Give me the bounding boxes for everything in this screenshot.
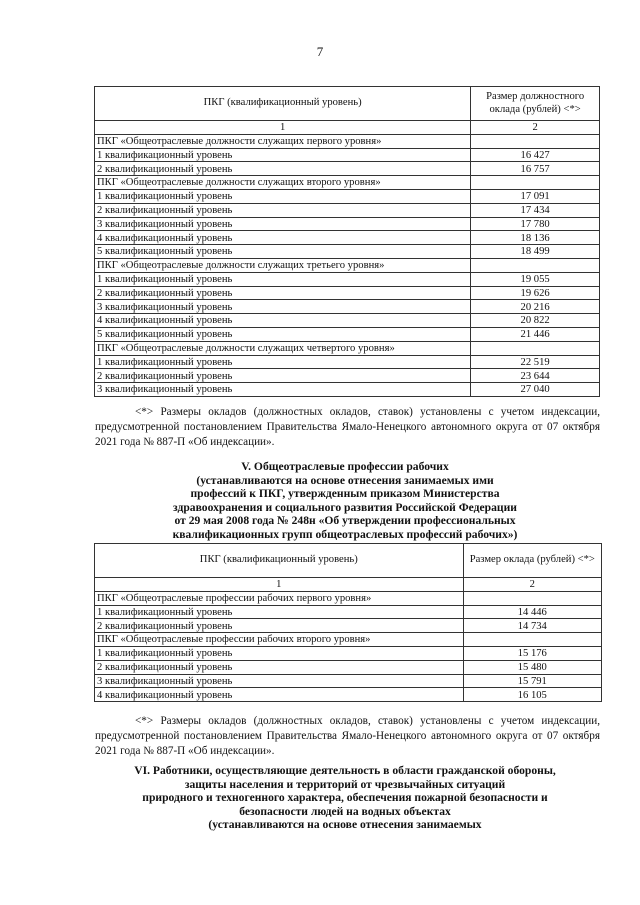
salary-value: 27 040 [471,383,600,397]
pkg-group-label: ПКГ «Общеотраслевые должности служащих второго уровня» [95,176,471,190]
qualification-level-label: 1 квалификационный уровень [95,272,471,286]
qualification-level-label: 2 квалификационный уровень [95,203,471,217]
pkg-group-row [95,134,600,148]
footnote-marker: <*> [135,715,154,727]
qualification-level-row [95,646,602,660]
section-vi-heading [90,764,600,832]
qualification-level-row [95,286,600,300]
salary-value: 17 434 [471,203,600,217]
pkg-group-row [95,176,600,190]
header-salary-size: Размер оклада (рублей) <*> [463,544,601,578]
table-index-row [95,578,602,592]
qualification-level-label: 2 квалификационный уровень [95,369,471,383]
qualification-level-label: 1 квалификационный уровень [95,605,464,619]
salary-value: 20 216 [471,300,600,314]
pkg-group-label: ПКГ «Общеотраслевые должности служащих третьего уровня» [95,258,471,272]
heading-line: квалификационных групп общеотраслевых профессий рабочих») [172,527,518,541]
salary-value [471,341,600,355]
qualification-level-label: 5 квалификационный уровень [95,327,471,341]
column-index-1: 1 [95,121,471,135]
qualification-level-label: 5 квалификационный уровень [95,245,471,259]
qualification-level-label: 3 квалификационный уровень [95,300,471,314]
pkg-group-label: ПКГ «Общеотраслевые профессии рабочих первого уровня» [95,591,464,605]
salary-value [463,633,601,647]
footnote-marker: <*> [135,406,154,418]
heading-line: безопасности людей на водных объектах [239,804,451,818]
qualification-level-row [95,660,602,674]
heading-line: VI. Работники, осуществляющие деятельность в области гражданской обороны, [134,764,556,777]
section-v-heading [90,460,600,542]
salary-value [471,176,600,190]
pkg-group-label: ПКГ «Общеотраслевые должности служащих первого уровня» [95,134,471,148]
pkg-group-row [95,341,600,355]
heading-line: от 29 мая 2008 года № 248н «Об утверждении профессиональных [174,514,516,528]
qualification-level-label: 4 квалификационный уровень [95,314,471,328]
salary-value: 15 176 [463,646,601,660]
pkg-group-label: ПКГ «Общеотраслевые профессии рабочих второго уровня» [95,633,464,647]
salary-value: 19 055 [471,272,600,286]
heading-line: здравоохранения и социального развития Российской Федерации [173,500,517,514]
qualification-level-label: 3 квалификационный уровень [95,383,471,397]
qualification-level-label: 1 квалификационный уровень [95,355,471,369]
header-qualification-level: ПКГ (квалификационный уровень) [95,544,464,578]
footnote-indexation-1 [95,405,600,450]
qualification-level-row [95,245,600,259]
qualification-level-label: 4 квалификационный уровень [95,688,464,702]
qualification-level-row [95,162,600,176]
salary-value: 23 644 [471,369,600,383]
footnote-text: Размеры окладов (должностных окладов, ставок) установлены с учетом индексации, предусмотренной постановлением Правительства Ямало-Ненецкого автономного округа от 07 октября 2021 года № 887-П «Об индексации». [95,715,601,757]
footnote-text: Размеры окладов (должностных окладов, ставок) установлены с учетом индексации, предусмотренной постановлением Правительства Ямало-Ненецкого автономного округа от 07 октября 2021 года № 887-П «Об индексации». [95,406,601,448]
salary-table-employees [94,86,600,397]
pkg-group-label: ПКГ «Общеотраслевые должности служащих четвертого уровня» [95,341,471,355]
salary-value: 18 499 [471,245,600,259]
qualification-level-label: 1 квалификационный уровень [95,148,471,162]
salary-value: 15 791 [463,674,601,688]
qualification-level-label: 1 квалификационный уровень [95,189,471,203]
salary-value: 14 734 [463,619,601,633]
qualification-level-row [95,148,600,162]
heading-line: (устанавливаются на основе отнесения занимаемых [208,818,482,832]
salary-value: 16 105 [463,688,601,702]
column-index-1: 1 [95,578,464,592]
pkg-group-row [95,633,602,647]
heading-line: защиты населения и территорий от чрезвычайных ситуаций [184,777,506,791]
qualification-level-label: 3 квалификационный уровень [95,217,471,231]
qualification-level-row [95,217,600,231]
qualification-level-row [95,300,600,314]
heading-line: (устанавливаются на основе отнесения занимаемых ими [196,473,494,487]
qualification-level-label: 4 квалификационный уровень [95,231,471,245]
column-index-2: 2 [471,121,600,135]
salary-table-workers [94,543,602,702]
qualification-level-row [95,605,602,619]
heading-line: профессий к ПКГ, утвержденным приказом Министерства [190,487,500,501]
qualification-level-label: 2 квалификационный уровень [95,162,471,176]
pkg-group-row [95,258,600,272]
heading-line: природного и техногенного характера, обеспечения пожарной безопасности и [142,791,548,805]
salary-value: 22 519 [471,355,600,369]
salary-value: 15 480 [463,660,601,674]
qualification-level-row [95,327,600,341]
column-index-2: 2 [463,578,601,592]
table-header-row [95,544,602,578]
header-qualification-level: ПКГ (квалификационный уровень) [95,87,471,121]
qualification-level-label: 2 квалификационный уровень [95,660,464,674]
salary-value [471,134,600,148]
salary-value: 20 822 [471,314,600,328]
table-header-row [95,87,600,121]
qualification-level-row [95,203,600,217]
qualification-level-label: 1 квалификационный уровень [95,646,464,660]
qualification-level-row [95,383,600,397]
salary-value: 19 626 [471,286,600,300]
salary-value: 14 446 [463,605,601,619]
qualification-level-row [95,688,602,702]
qualification-level-row [95,314,600,328]
header-salary-size: Размер должностного оклада (рублей) <*> [471,87,600,121]
salary-value: 18 136 [471,231,600,245]
pkg-group-row [95,591,602,605]
qualification-level-row [95,231,600,245]
salary-value: 17 780 [471,217,600,231]
qualification-level-row [95,674,602,688]
table-index-row [95,121,600,135]
qualification-level-label: 2 квалификационный уровень [95,286,471,300]
qualification-level-row [95,619,602,633]
qualification-level-row [95,189,600,203]
salary-value: 16 427 [471,148,600,162]
salary-value: 17 091 [471,189,600,203]
salary-value [463,591,601,605]
qualification-level-row [95,369,600,383]
qualification-level-label: 3 квалификационный уровень [95,674,464,688]
qualification-level-row [95,272,600,286]
heading-line: V. Общеотраслевые профессии рабочих [241,460,449,473]
footnote-indexation-2 [95,714,600,759]
salary-value [471,258,600,272]
qualification-level-row [95,355,600,369]
salary-value: 16 757 [471,162,600,176]
qualification-level-label: 2 квалификационный уровень [95,619,464,633]
page-number: 7 [316,44,324,59]
salary-value: 21 446 [471,327,600,341]
